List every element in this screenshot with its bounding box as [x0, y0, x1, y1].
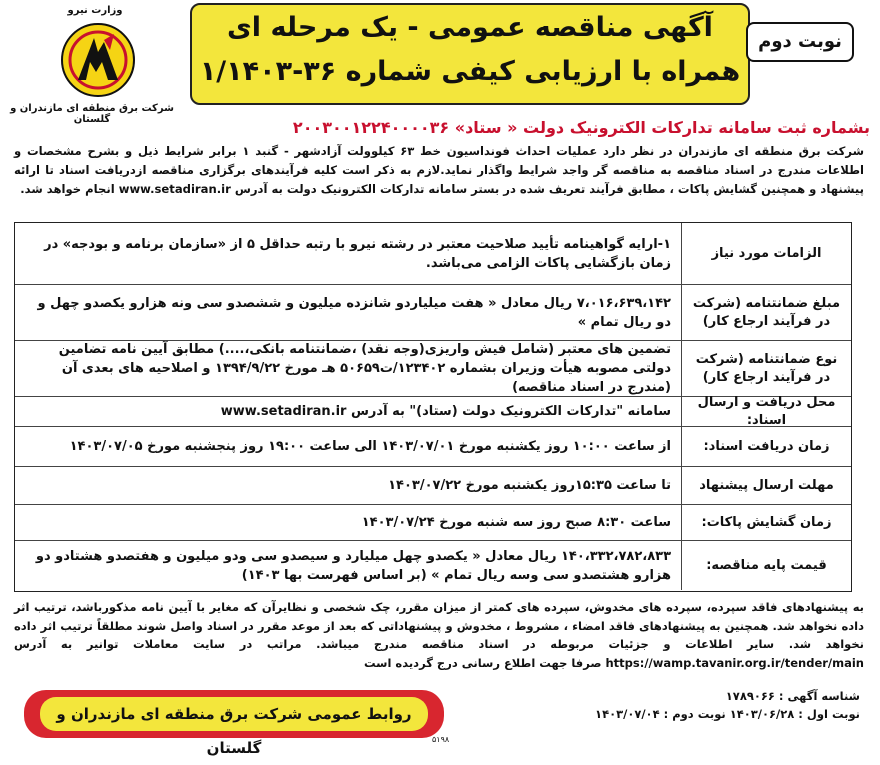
- table-row: [15, 541, 851, 590]
- table-row: [15, 505, 851, 541]
- row-value: تضمین های معتبر (شامل فیش واریزی(وجه نقد) ،ضمانتنامه بانکی،....) مطابق آیین نامه تضامین دولتی مصوبه هیأت وزیران بشماره ۱۲۳۴۰۲/ت۵۰۶۵۹ هـ مورخ ۱۳۹۴/۹/۲۲ و اصلاحیه های بعدی آن (مندرج در اسناد مناقصه): [58, 342, 671, 395]
- table-row: [15, 223, 851, 285]
- row-value: ۱۴۰،۳۳۲،۷۸۲،۸۳۳ ریال معادل « یکصدو چهل میلیارد و سیصدو سی ودو میلیون و هفتصدو هشتادو دو هزارو هشتصدو سی وسه ریال تمام » (بر اساس فهرست بها ۱۴۰۳): [35, 548, 671, 583]
- ministry-label: وزارت نیرو: [67, 5, 123, 16]
- public-relations-label: روابط عمومی شرکت برق منطقه ای مازندران و گلستان: [40, 697, 428, 731]
- tender-details-table: [14, 222, 852, 592]
- row-label: محل دریافت و ارسال اسناد:: [681, 397, 851, 426]
- company-name: شرکت برق منطقه ای مازندران و گلستان: [10, 103, 174, 125]
- row-value: سامانه "تدارکات الکترونیک دولت (ستاد)" به آدرس www.setadiran.ir: [220, 404, 671, 419]
- row-label: مبلغ ضمانتنامه (شرکت در فرآیند ارجاع کار): [681, 285, 851, 340]
- registration-number: بشماره ثبت سامانه تدارکات الکترونیک دولت « ستاد» ۲۰۰۳۰۰۱۲۲۴۰۰۰۰۳۶: [292, 118, 870, 137]
- row-label: زمان گشایش پاکات:: [681, 505, 851, 540]
- row-label: نوع ضمانتنامه (شرکت در فرآیند ارجاع کار): [681, 341, 851, 396]
- row-value: از ساعت ۱۰:۰۰ روز یکشنبه مورخ ۱۴۰۳/۰۷/۰۱ الی ساعت ۱۹:۰۰ روز پنجشنبه مورخ ۱۴۰۳/۰۷/۰۵: [69, 439, 671, 454]
- row-value: ۷،۰۱۶،۶۳۹،۱۴۲ ریال معادل « هفت میلیاردو شانزده میلیون و ششصدو سی ونه هزارو یکصدو چهل و دو ریال تمام »: [37, 295, 671, 330]
- announcement-id: شناسه آگهی : ۱۷۸۹۰۶۶: [725, 689, 860, 703]
- intro-paragraph: شرکت برق منطقه ای مازندران در نظر دارد عملیات احداث فونداسیون خط ۶۳ کیلوولت آزادشهر - گنبد ۱ برابر شرایط ذیل و بشرح مشخصات و اطلاعات مندرج در اسناد مناقصه به مناقصه گر واجد شرایط واگذار نماید.لازم به ذکر است کلیه فرآیندهای برگزاری مناقصه ازدریافت اسناد تا ارائه پیشنهاد و همچنین گشایش پاکات ، مطابق فرآیند تعریف شده در بستر سامانه تدارکات الکترونیک دولت به آدرس www.setadiran.ir انجام خواهد شد.: [14, 144, 864, 196]
- table-row: [15, 467, 851, 505]
- print-code: ۵۱۹۸: [432, 735, 450, 744]
- table-row: [15, 341, 851, 397]
- row-label: زمان دریافت اسناد:: [681, 427, 851, 466]
- table-row: [15, 427, 851, 467]
- row-value: ساعت ۸:۳۰ صبح روز سه شنبه مورخ ۱۴۰۳/۰۷/۲۴: [361, 515, 671, 530]
- row-label: الزامات مورد نیاز: [681, 223, 851, 284]
- announcement-title: آگهی مناقصه عمومی - یک مرحله ای: [227, 12, 713, 43]
- footer-notes: به پیشنهادهای فاقد سپرده، سپرده های مخدوش، سپرده های کمتر از میزان مقرر، چک شخصی و نظایرآن که مغایر با آیین نامه مذکورباشد، ترتیب اثر داده نخواهد شد. همچنین به پیشنهادهای فاقد امضاء ، مشروط ، مخدوش و پیشنهاداتی که بعد از موعد مقرر در اسناد واصل شوند مطلقاً ترتیب اثر داده نخواهد شد. سایر اطلاعات و جزئیات مربوطه در اسناد مناقصه مندرج میباشد. مراتب در سایت معاملات توانیر به آدرس https://wamp.tavanir.org.ir/tender/main صرفا جهت اطلاع رسانی درج گردیده است: [14, 600, 864, 670]
- power-company-logo-icon: [60, 22, 136, 98]
- round-badge: نوبت دوم: [746, 22, 854, 62]
- row-label: مهلت ارسال پیشنهاد: [681, 467, 851, 504]
- publish-dates: نوبت اول : ۱۴۰۳/۰۶/۲۸ نوبت دوم : ۱۴۰۳/۰۷/۰۴: [595, 707, 860, 721]
- row-value: تا ساعت ۱۵:۳۵روز یکشنبه مورخ ۱۴۰۳/۰۷/۲۲: [388, 478, 671, 493]
- row-label: قیمت پایه مناقصه:: [681, 541, 851, 590]
- table-row: [15, 394, 851, 428]
- announcement-subtitle: همراه با ارزیابی کیفی شماره ۳۶-۱/۱۴۰۳: [199, 56, 741, 87]
- row-value: ۱-ارایه گواهینامه تأیید صلاحیت معتبر در رشته نیرو با رتبه حداقل ۵ از «سازمان برنامه و بودجه» در زمان بازگشایی پاکات الزامی می‌باشد.: [44, 236, 671, 271]
- table-row: [15, 285, 851, 341]
